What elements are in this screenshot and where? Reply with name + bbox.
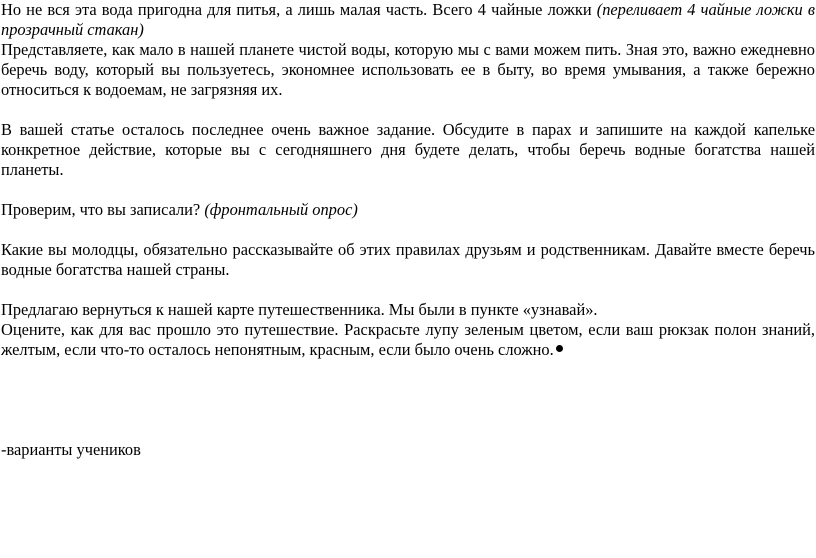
bullet-dot-icon xyxy=(556,345,563,352)
paragraph-water-amount xyxy=(1,0,815,40)
paragraph-student-answers: -варианты учеников xyxy=(1,440,141,459)
paragraph-water-amount-text: Но не вся эта вода пригодна для питья, а лишь малая часть. Всего 4 чайные ложки xyxy=(1,0,597,19)
paragraph-evaluate xyxy=(1,320,815,360)
paragraph-return-map: Предлагаю вернуться к нашей карте путешественника. Мы были в пункте «узнавай». xyxy=(1,300,598,319)
paragraph-save-water: Представляете, как мало в нашей планете чистой воды, которую мы с вами можем пить. Зная это, важно ежедневно беречь воду, который вы пользуетесь, экономнее использовать ее в быту, во время умывания, а также бережно относиться к водоемам, не загрязняя их. xyxy=(1,40,815,99)
paragraph-praise: Какие вы молодцы, обязательно рассказывайте об этих правилах друзьям и родственникам. Давайте вместе беречь водные богатства нашей страны. xyxy=(1,240,815,279)
blank-space xyxy=(1,360,815,420)
blank-line xyxy=(1,180,815,200)
paragraph-last-task: В вашей статье осталось последнее очень важное задание. Обсудите в парах и запишите на каждой капельке конкретное действие, которые вы с сегодняшнего дня будете делать, чтобы беречь водные богатства нашей планеты. xyxy=(1,120,815,179)
document-page xyxy=(1,0,815,460)
paragraph-check xyxy=(1,200,815,220)
blank-line xyxy=(1,220,815,240)
paragraph-check-text: Проверим, что вы записали? xyxy=(1,200,205,219)
stage-direction-teaspoons: (переливает 4 чайные ложки в прозрачный стакан) xyxy=(1,0,815,39)
paragraph-evaluate-text: Оцените, как для вас прошло это путешествие. Раскрасьте лупу зеленым цветом, если ваш рюкзак полон знаний, желтым, если что-то осталось непонятным, красным, если было очень сложно. xyxy=(1,320,815,359)
blank-line xyxy=(1,100,815,120)
blank-line xyxy=(1,280,815,300)
blank-line xyxy=(1,420,815,440)
stage-direction-survey: (фронтальный опрос) xyxy=(204,200,358,219)
